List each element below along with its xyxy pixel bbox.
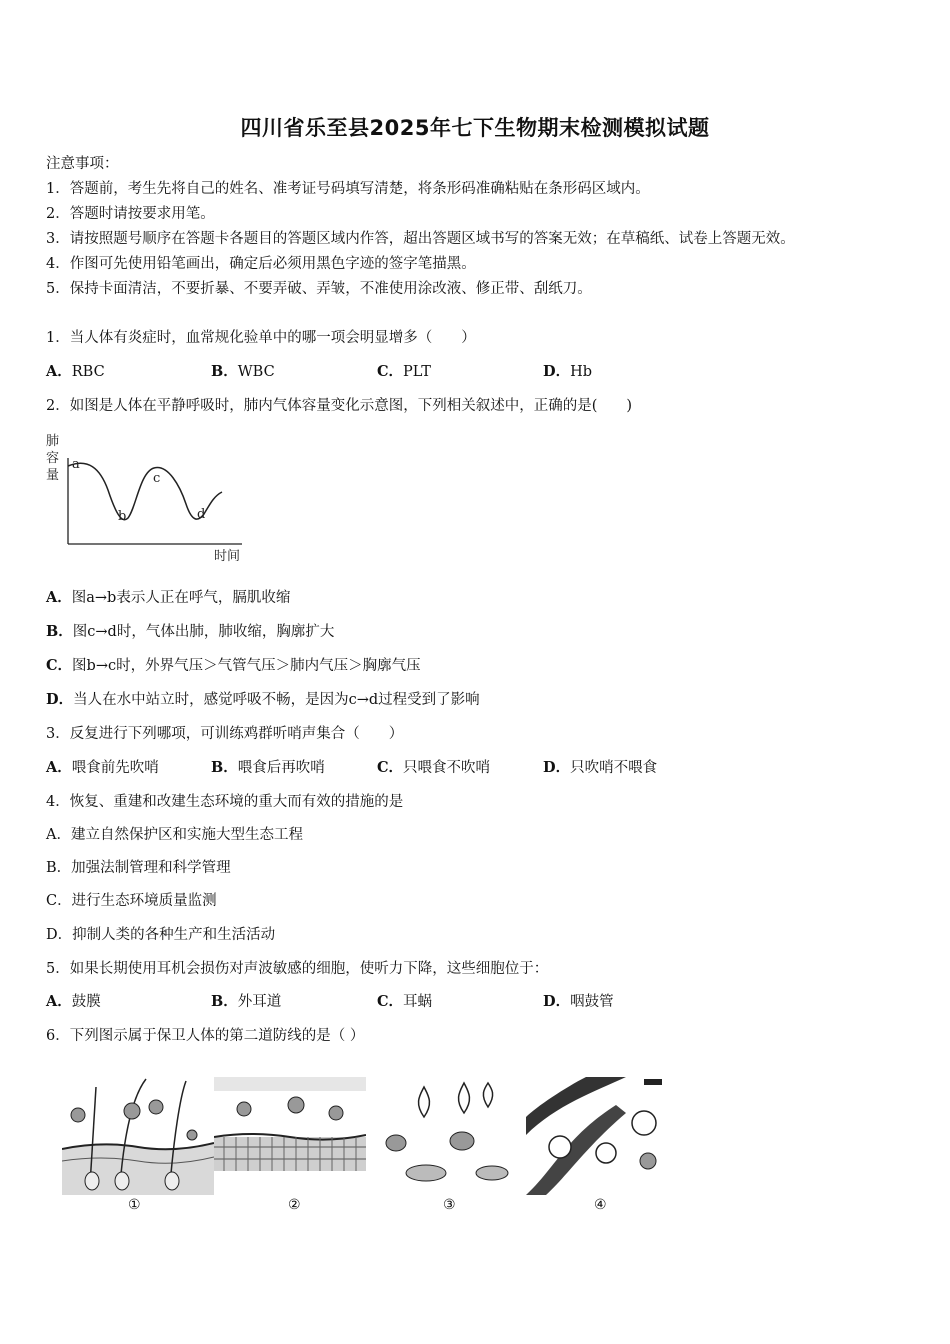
notice-item: 1．答题前，考生先将自己的姓名、准考证号码填写清楚，将条形码准确粘贴在条形码区域内。 [46, 181, 650, 197]
panel-label-3: ③ [443, 1197, 456, 1213]
q1-stem: 1．当人体有炎症时，血常规化验单中的哪一项会明显增多（ ） [46, 330, 476, 346]
q1-option-b: B．WBC [211, 363, 275, 380]
q4-option-d: D．抑制人类的各种生产和生活活动 [46, 927, 276, 943]
q5-option-c: C．耳蜗 [377, 993, 433, 1010]
notice-item: 2．答题时请按要求用笔。 [46, 206, 215, 222]
q1-option-a: A．RBC [46, 363, 105, 380]
q2-option-d: D．当人在水中站立时，感觉呼吸不畅，是因为c→d过程受到了影响 [46, 691, 480, 708]
notice-item: 3．请按照题号顺序在答题卡各题目的答题区域内作答，超出答题区域书写的答案无效；在草稿纸、试卷上答题无效。 [46, 231, 795, 247]
q3-option-c: C．只喂食不吹哨 [377, 759, 491, 776]
q6-stem: 6．下列图示属于保卫人体的第二道防线的是（ ） [46, 1028, 365, 1044]
panel-skin-image [62, 1077, 214, 1195]
q5-option-a: A．鼓膜 [46, 993, 101, 1010]
q2-option-c: C．图b→c时，外界气压＞气管气压＞肺内气压＞胸廓气压 [46, 657, 421, 674]
q5-option-b: B．外耳道 [211, 993, 282, 1010]
q2-option-b: B．图c→d时，气体出肺，肺收缩，胸廓扩大 [46, 623, 335, 640]
q4-option-b: B．加强法制管理和科学管理 [46, 860, 231, 876]
q3-option-d: D．只吹哨不喂食 [543, 759, 658, 776]
q2-stem: 2．如图是人体在平静呼吸时，肺内气体容量变化示意图，下列相关叙述中，正确的是( ) [46, 398, 633, 414]
ylabel-char: 量 [46, 468, 60, 483]
panel-phagocyte-image [366, 1077, 526, 1195]
point-label-b: b [118, 509, 127, 524]
q1-option-c: C．PLT [377, 363, 431, 380]
q4-option-c: C．进行生态环境质量监测 [46, 893, 217, 909]
notice-item: 4．作图可先使用铅笔画出，确定后必须用黑色字迹的签字笔描黑。 [46, 256, 476, 272]
q5-stem: 5．如果长期使用耳机会损伤对声波敏感的细胞，使听力下降，这些细胞位于： [46, 961, 549, 977]
notice-heading: 注意事项： [46, 156, 119, 172]
exam-title: 四川省乐至县2025年七下生物期末检测模拟试题 [240, 116, 710, 140]
notice-item: 5．保持卡面清洁，不要折暴、不要弄破、弄皱，不准使用涂改液、修正带、刮纸刀。 [46, 281, 592, 297]
q3-option-a: A．喂食前先吹哨 [46, 759, 159, 776]
point-label-a: a [72, 457, 80, 472]
q3-stem: 3．反复进行下列哪项，可训练鸡群听哨声集合（ ） [46, 726, 404, 742]
panel-vessel-image [526, 1077, 668, 1195]
lung-volume-figure [42, 428, 257, 568]
point-label-d: d [197, 507, 206, 522]
q3-option-b: B．喂食后再吹哨 [211, 759, 325, 776]
q4-stem: 4．恢复、重建和改建生态环境的重大而有效的措施的是 [46, 794, 404, 810]
panel-label-2: ② [288, 1197, 301, 1213]
panel-mucosa-image [214, 1077, 366, 1195]
panel-label-1: ① [128, 1197, 141, 1213]
xlabel: 时间 [214, 549, 241, 564]
point-label-c: c [153, 471, 161, 486]
q5-option-d: D．咽鼓管 [543, 993, 614, 1010]
ylabel-char: 肺 [46, 434, 60, 449]
q4-option-a: A．建立自然保护区和实施大型生态工程 [46, 827, 303, 843]
q2-option-a: A．图a→b表示人正在呼气，膈肌收缩 [46, 589, 291, 606]
panel-label-4: ④ [594, 1197, 607, 1213]
ylabel-char: 容 [46, 451, 60, 466]
q1-option-d: D．Hb [543, 363, 593, 380]
